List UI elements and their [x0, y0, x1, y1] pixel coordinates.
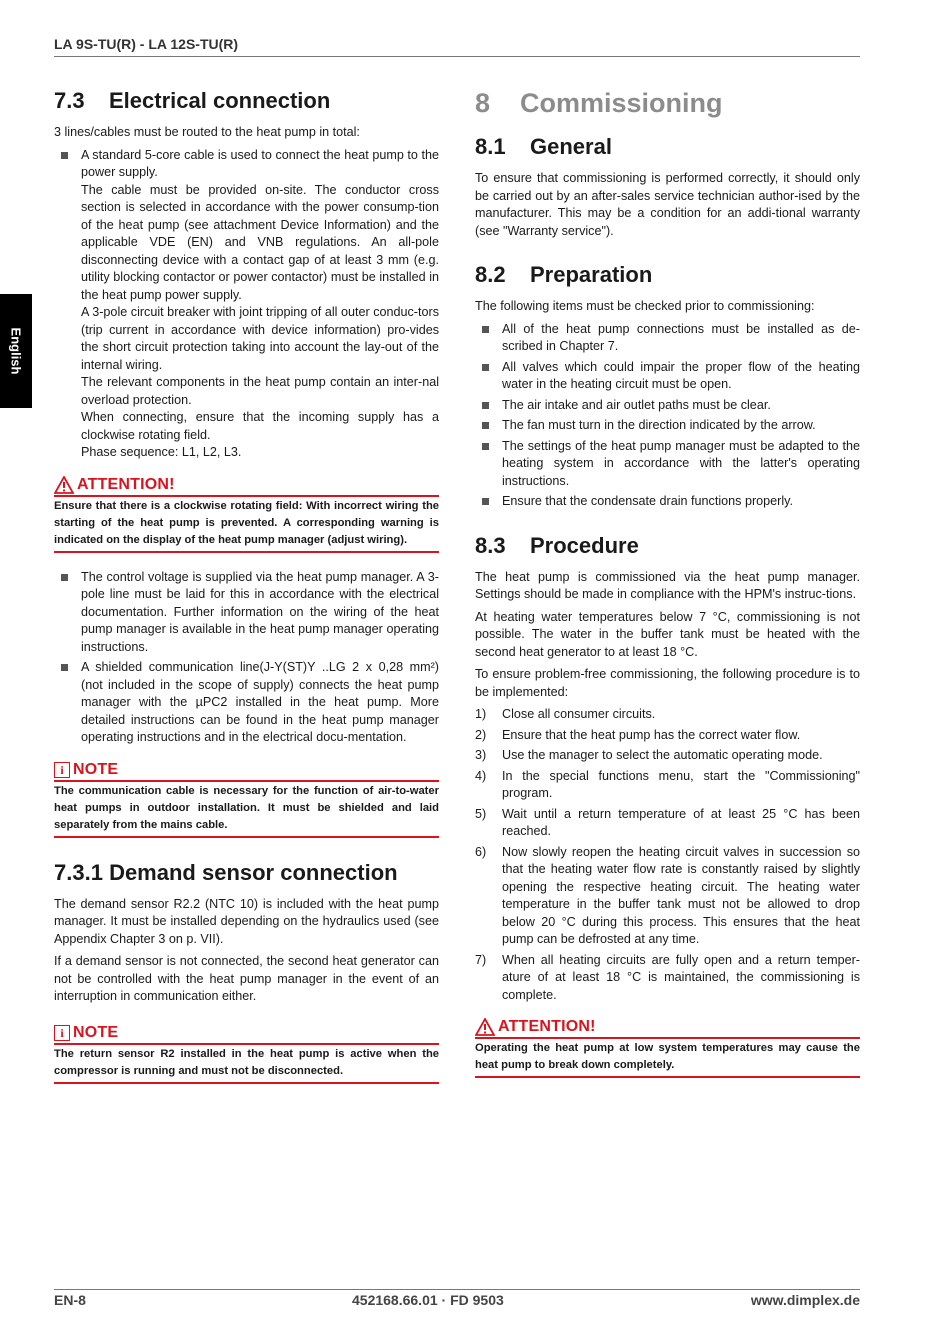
list-item: A shielded communication line(J-Y(ST)Y ..LG 2 x 0,28 mm²) (not included in the scope of supply) connects the heat pump manager with the µPC2 installed in the heat pump. More detailed instructions can be found in the heat pump manager operating instructions and in the electrical docu-mentation.	[54, 659, 439, 747]
section-7-3-heading	[54, 88, 439, 114]
list-item: The control voltage is supplied via the heat pump manager. A 3-pole line must be laid for this in accordance with the electrical documentation. Further information on the wiring of the heat pump manager is available in the heat pump manager operating instructions.	[54, 569, 439, 657]
chapter-title: Commissioning	[520, 88, 723, 118]
note-box-header	[54, 761, 439, 782]
step-number: 7)	[475, 952, 487, 967]
attention-label: ATTENTION!	[77, 475, 175, 493]
list-item: The settings of the heat pump manager must be adapted to the heating system in accordance with the latter's operating instructions.	[475, 438, 860, 491]
info-icon: i	[54, 762, 70, 778]
chapter-number: 8	[475, 88, 491, 118]
list-item	[475, 952, 860, 1005]
step-text: Ensure that the heat pump has the correct water flow.	[502, 727, 801, 742]
language-side-tab	[0, 294, 32, 408]
attention-box-header	[475, 1018, 860, 1039]
info-icon: i	[54, 1025, 70, 1041]
list-item	[475, 706, 860, 724]
attention-box	[475, 1018, 860, 1078]
list-item	[475, 844, 860, 949]
paragraph: The heat pump is commissioned via the heat pump manager. Settings should be made in compliance with the HPM's instruc-tions.	[475, 569, 860, 601]
right-column	[475, 88, 860, 1094]
list-item: Ensure that the condensate drain functions properly.	[475, 493, 860, 511]
paragraph: At heating water temperatures below 7 °C, commissioning is not possible. The water in the buffer tank must be heated with the second heat generator to at least 18 °C.	[475, 609, 860, 659]
step-number: 6)	[475, 844, 487, 859]
list-item: The air intake and air outlet paths must be clear.	[475, 397, 860, 415]
section-number: 8.2	[475, 262, 506, 287]
section-title: General	[530, 134, 612, 159]
step-text: In the special functions menu, start the "Commissioning" program.	[502, 768, 860, 800]
section-title: Procedure	[530, 532, 639, 558]
control-bullet-list	[54, 569, 439, 747]
step-number: 1)	[475, 707, 487, 721]
website-link[interactable]: www.dimplex.de	[750, 1292, 860, 1308]
section-8-3-heading	[475, 533, 860, 559]
section-8-1-heading	[475, 134, 860, 160]
step-text: Now slowly reopen the heating circuit valves in succession so that the heating water flow rate is constantly raised by slightly opening the respective heating circuit. The heating water temperature in the buffer tank must not be allowed to drop below 20 °C during this process. This ensures that the heat pump can be defrosted at any time.	[502, 844, 860, 946]
note-box	[54, 761, 439, 838]
document-number: 452168.66.01 · FD 9503	[352, 1292, 504, 1308]
attention-text: Ensure that there is a clockwise rotating field: With incorrect wiring the starting of the heat pump is prevented. A corresponding warning is indicated on the display of the heat pump manager (adjust wiring).	[54, 497, 439, 553]
note-box	[54, 1024, 439, 1084]
section-number: 8.1	[475, 134, 506, 159]
section-title: Preparation	[530, 262, 653, 287]
left-column	[54, 88, 439, 1100]
intro-paragraph: 3 lines/cables must be routed to the heat pump in total:	[54, 125, 360, 139]
list-item-paragraph: When connecting, ensure that the incoming supply has a clockwise rotating field.	[81, 410, 439, 442]
step-number: 3)	[475, 748, 487, 762]
section-title: Electrical connection	[109, 88, 331, 113]
paragraph: To ensure that commissioning is performed correctly, it should only be carried out by an after-sales service technician author-ised by the manufacturer. This may be a condition for an addi-tional warranty (see "Warranty service").	[475, 171, 860, 238]
paragraph: If a demand sensor is not connected, the second heat generator can not be controlled with the heat pump manager in the event of an interruption in communication either.	[54, 954, 439, 1003]
paragraph: The following items must be checked prior to commissioning:	[475, 299, 815, 313]
attention-box	[54, 476, 439, 553]
paragraph: The demand sensor R2.2 (NTC 10) is included with the heat pump manager. It must be installed depending on the hydraulics used (see Appendix Chapter 3 on p. VII).	[54, 896, 439, 946]
section-8-2-heading	[475, 262, 860, 288]
section-number: 7.3.1	[54, 859, 103, 885]
section-7-3-1-heading	[54, 860, 439, 886]
header-divider	[54, 56, 860, 57]
footer-divider	[54, 1289, 860, 1290]
chapter-8-heading	[475, 88, 860, 119]
section-number: 7.3	[54, 88, 85, 113]
step-text: When all heating circuits are fully open and a return temper-ature of at least 18 °C is maintained, the commissioning is complete.	[502, 952, 860, 1002]
attention-label: ATTENTION!	[498, 1018, 596, 1035]
step-text: Close all consumer circuits.	[502, 707, 656, 721]
warning-triangle-icon	[475, 1018, 495, 1036]
section-number: 8.3	[475, 532, 506, 558]
list-item: All valves which could impair the proper flow of the heating water in the heating circuit must be open.	[475, 359, 860, 394]
attention-text: Operating the heat pump at low system temperatures may cause the heat pump to break down completely.	[475, 1039, 860, 1078]
note-text: The communication cable is necessary for the function of air-to-water heat pumps in outdoor installation. It must be shielded and laid separately from the mains cable.	[54, 782, 439, 838]
step-number: 5)	[475, 806, 487, 821]
step-number: 2)	[475, 727, 487, 742]
list-item	[475, 768, 860, 803]
note-label: NOTE	[73, 760, 119, 778]
list-item-paragraph: A 3-pole circuit breaker with joint tripping of all outer conduc-tors (trip current in accordance with device information) pro-vides the short circuit protection taking into account the lay-out of the internal wiring.	[81, 305, 439, 372]
list-item	[475, 806, 860, 841]
list-item	[475, 727, 860, 745]
step-number: 4)	[475, 768, 487, 783]
language-side-tab-label: English	[8, 327, 24, 375]
warning-triangle-icon	[54, 476, 74, 494]
note-box-header	[54, 1024, 439, 1045]
list-item-paragraph: A standard 5-core cable is used to connect the heat pump to the power supply.	[81, 147, 439, 179]
cable-bullet-list	[54, 147, 439, 462]
step-text: Wait until a return temperature of at least 25 °C has been reached.	[502, 806, 860, 838]
attention-box-header	[54, 476, 439, 497]
procedure-step-list	[475, 706, 860, 1004]
paragraph: To ensure problem-free commissioning, the following procedure is to be implemented:	[475, 667, 860, 699]
step-text: Use the manager to select the automatic operating mode.	[502, 748, 823, 762]
list-item-paragraph: The relevant components in the heat pump contain an inter-nal overload protection.	[81, 375, 439, 407]
list-item	[54, 147, 439, 462]
page-number: EN-8	[54, 1292, 86, 1308]
list-item-paragraph: Phase sequence: L1, L2, L3.	[81, 445, 242, 459]
list-item: The fan must turn in the direction indicated by the arrow.	[475, 417, 860, 435]
list-item: All of the heat pump connections must be installed as de-scribed in Chapter 7.	[475, 321, 860, 356]
section-title: Demand sensor connection	[109, 859, 398, 885]
document-header-title: LA 9S-TU(R) - LA 12S-TU(R)	[54, 36, 239, 52]
preparation-bullet-list	[475, 321, 860, 511]
note-label: NOTE	[73, 1023, 119, 1041]
note-text: The return sensor R2 installed in the heat pump is active when the compressor is running and must not be disconnected.	[54, 1045, 439, 1084]
list-item	[475, 747, 860, 765]
list-item-paragraph: The cable must be provided on-site. The conductor cross section is selected in accordance with the power consump-tion of the heat pump (see attachment Device Information) and the applicable VDE (EN) and VNB regulations. An all-pole disconnecting device with a contact gap of at least 3 mm (e.g. utility blocking contactor or power contactor) must be installed in the heat pump power supply.	[81, 182, 439, 302]
